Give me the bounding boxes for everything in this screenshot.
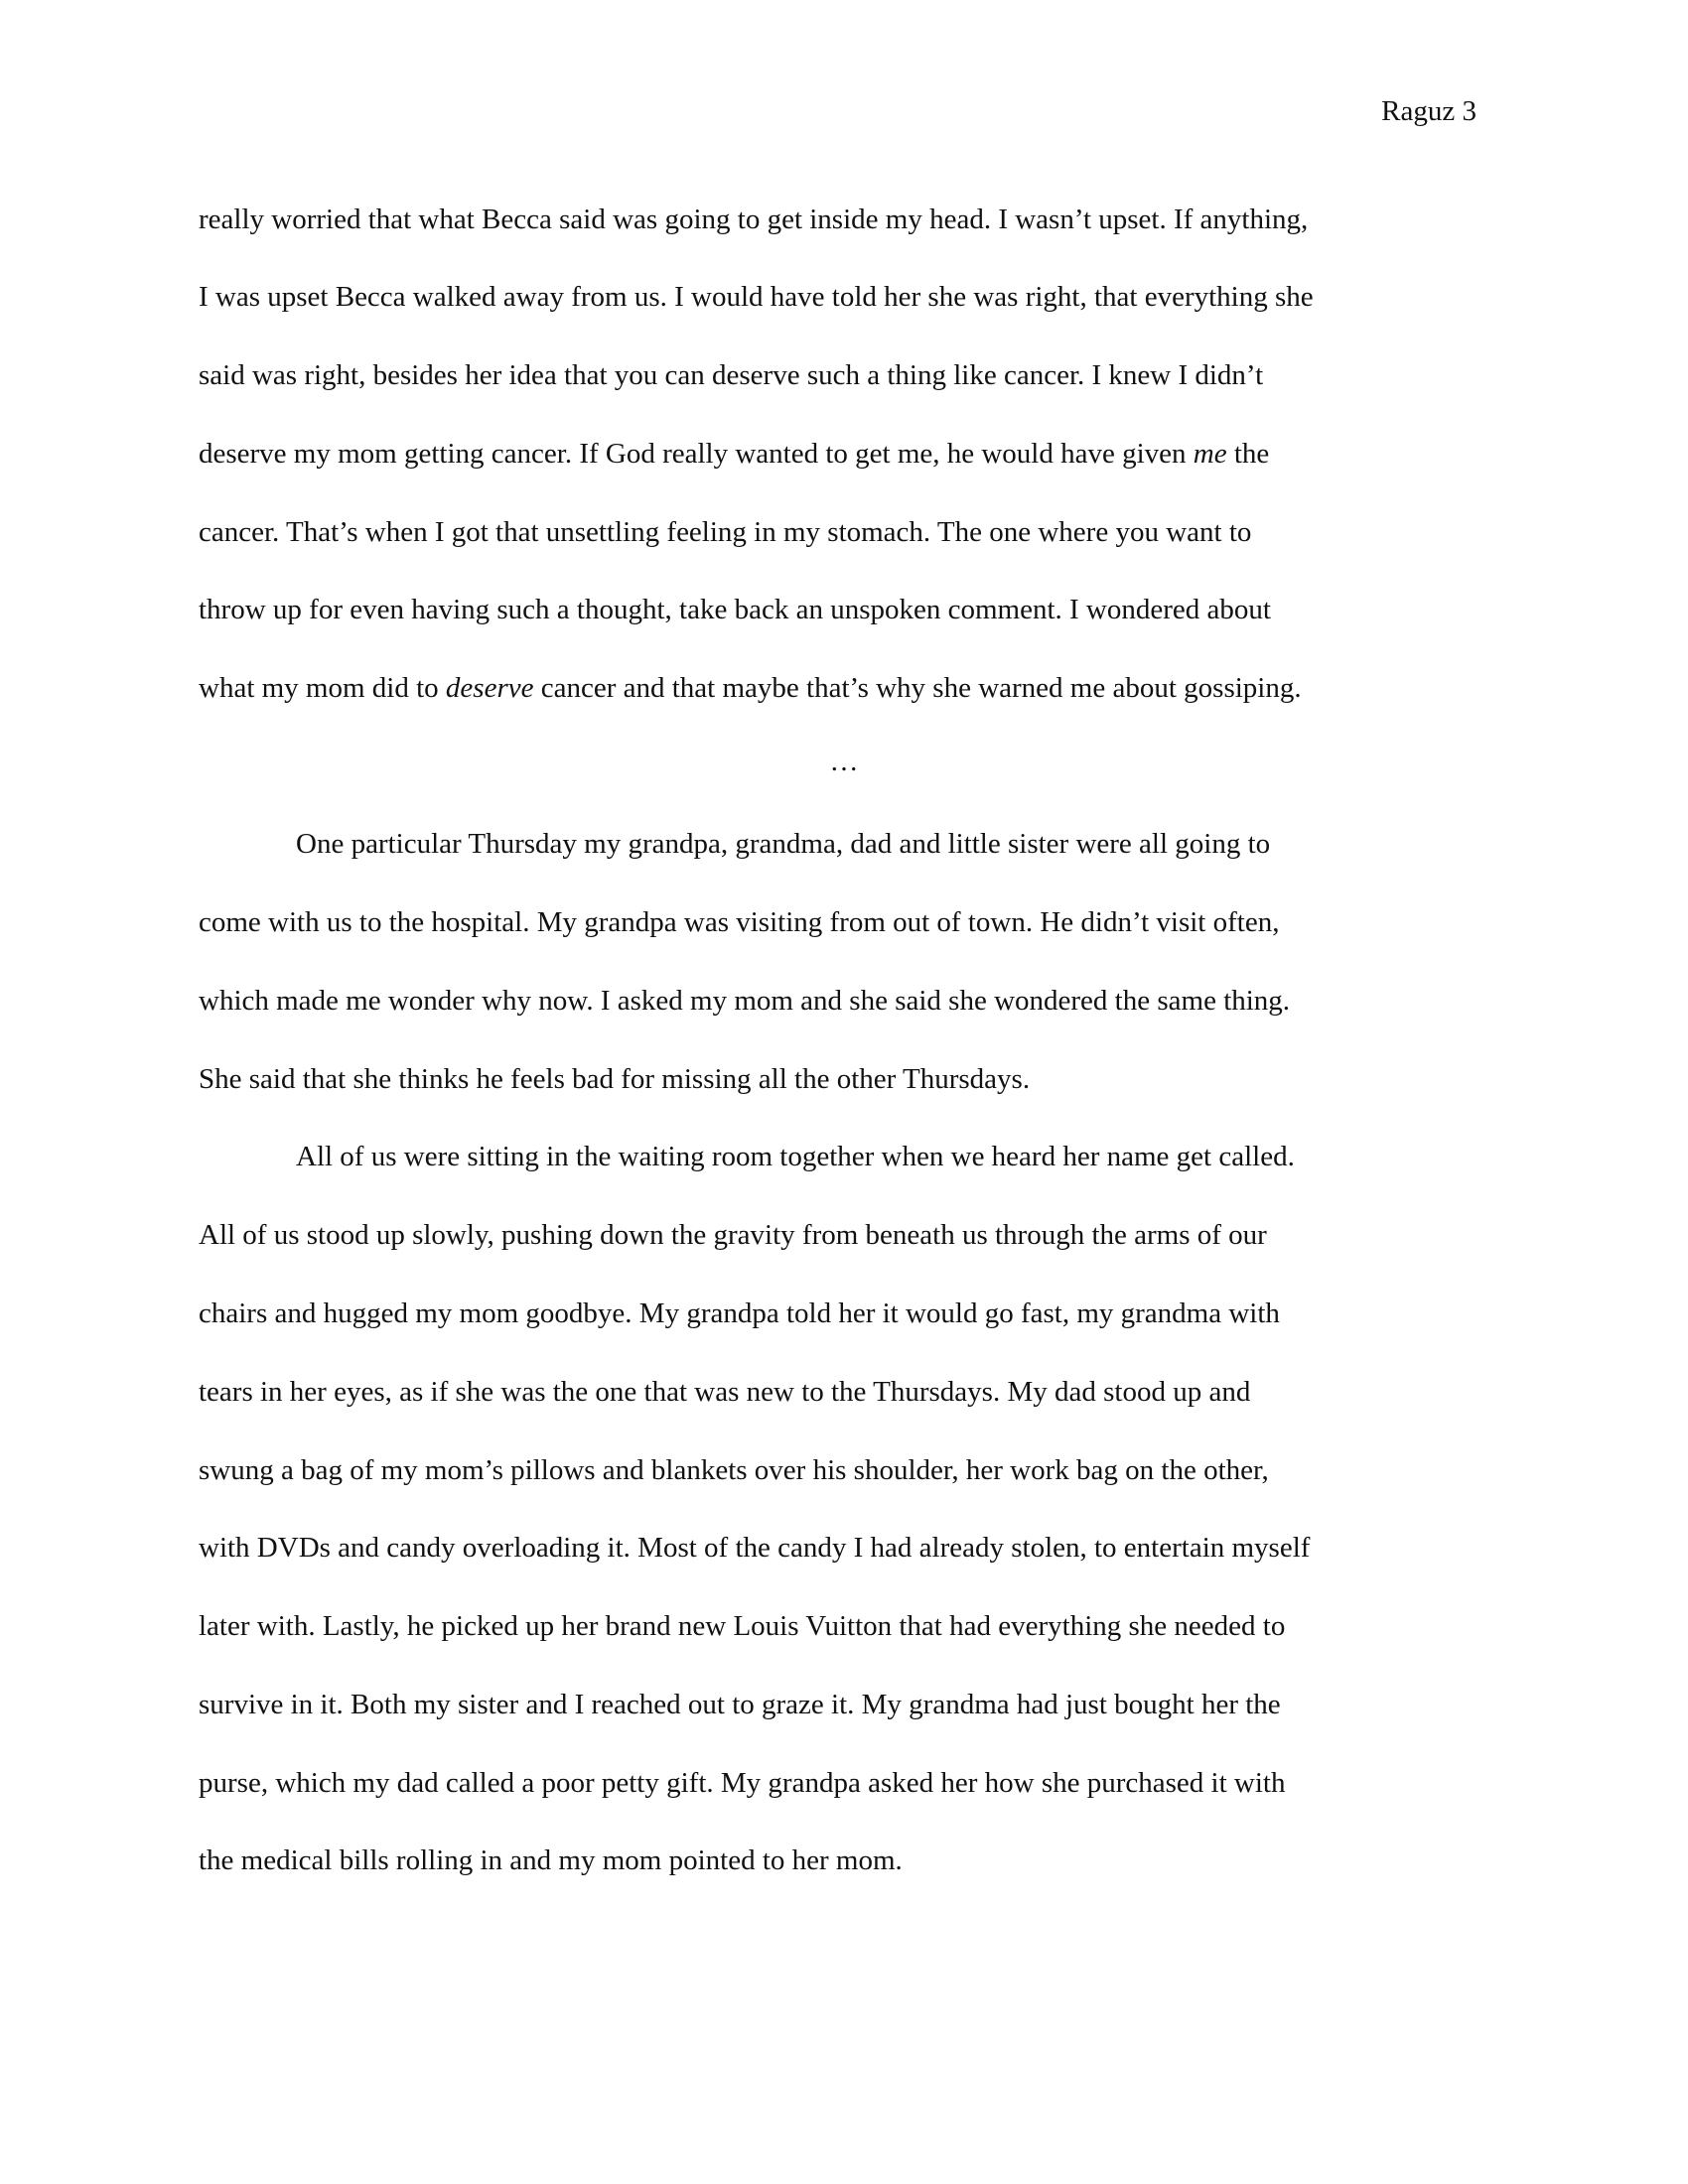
section-separator: … (829, 746, 859, 777)
body-line: which made me wonder why now. I asked my mom and she said she wondered the same thing. (199, 985, 1291, 1017)
body-line: come with us to the hospital. My grandpa was visiting from out of town. He didn’t visit often, (199, 906, 1280, 938)
body-line: She said that she thinks he feels bad for missing all the other Thursdays. (199, 1063, 1031, 1095)
body-line: chairs and hugged my mom goodbye. My grandpa told her it would go fast, my grandma with (199, 1297, 1280, 1329)
body-line: the medical bills rolling in and my mom pointed to her mom. (199, 1844, 903, 1876)
body-line: All of us were sitting in the waiting room together when we heard her name get called. (296, 1141, 1295, 1172)
body-line: I was upset Becca walked away from us. I would have told her she was right, that everything she (199, 281, 1314, 313)
text-run: cancer and that maybe that’s why she warned me about gossiping. (533, 672, 1302, 704)
body-line: cancer. That’s when I got that unsettling feeling in my stomach. The one where you want to (199, 516, 1252, 548)
body-line: later with. Lastly, he picked up her brand new Louis Vuitton that had everything she needed to (199, 1610, 1286, 1642)
body-line (199, 440, 1269, 469)
body-line: with DVDs and candy overloading it. Most of the candy I had already stolen, to entertain myself (199, 1532, 1311, 1564)
body-line: One particular Thursday my grandpa, grandma, dad and little sister were all going to (296, 828, 1271, 860)
body-line: said was right, besides her idea that you can deserve such a thing like cancer. I knew I didn’t (199, 359, 1264, 391)
body-line: All of us stood up slowly, pushing down the gravity from beneath us through the arms of our (199, 1219, 1267, 1251)
running-head: Raguz 3 (1381, 95, 1477, 127)
body-line: purse, which my dad called a poor petty gift. My grandpa asked her how she purchased it with (199, 1767, 1286, 1799)
body-line: throw up for even having such a thought, take back an unspoken comment. I wondered about (199, 594, 1271, 625)
body-line: tears in her eyes, as if she was the one that was new to the Thursdays. My dad stood up and (199, 1376, 1251, 1408)
emphasis-text: deserve (445, 672, 534, 704)
body-line (199, 674, 1302, 703)
emphasis-text: me (1193, 438, 1227, 470)
text-run: deserve my mom getting cancer. If God really wanted to get me, he would have given (199, 438, 1194, 470)
body-line: survive in it. Both my sister and I reached out to graze it. My grandma had just bought her the (199, 1689, 1281, 1720)
body-line: really worried that what Becca said was going to get inside my head. I wasn’t upset. If anything, (199, 204, 1309, 235)
body-line: swung a bag of my mom’s pillows and blankets over his shoulder, her work bag on the other, (199, 1454, 1269, 1486)
text-run: what my mom did to (199, 672, 446, 704)
text-run: the (1226, 438, 1270, 470)
